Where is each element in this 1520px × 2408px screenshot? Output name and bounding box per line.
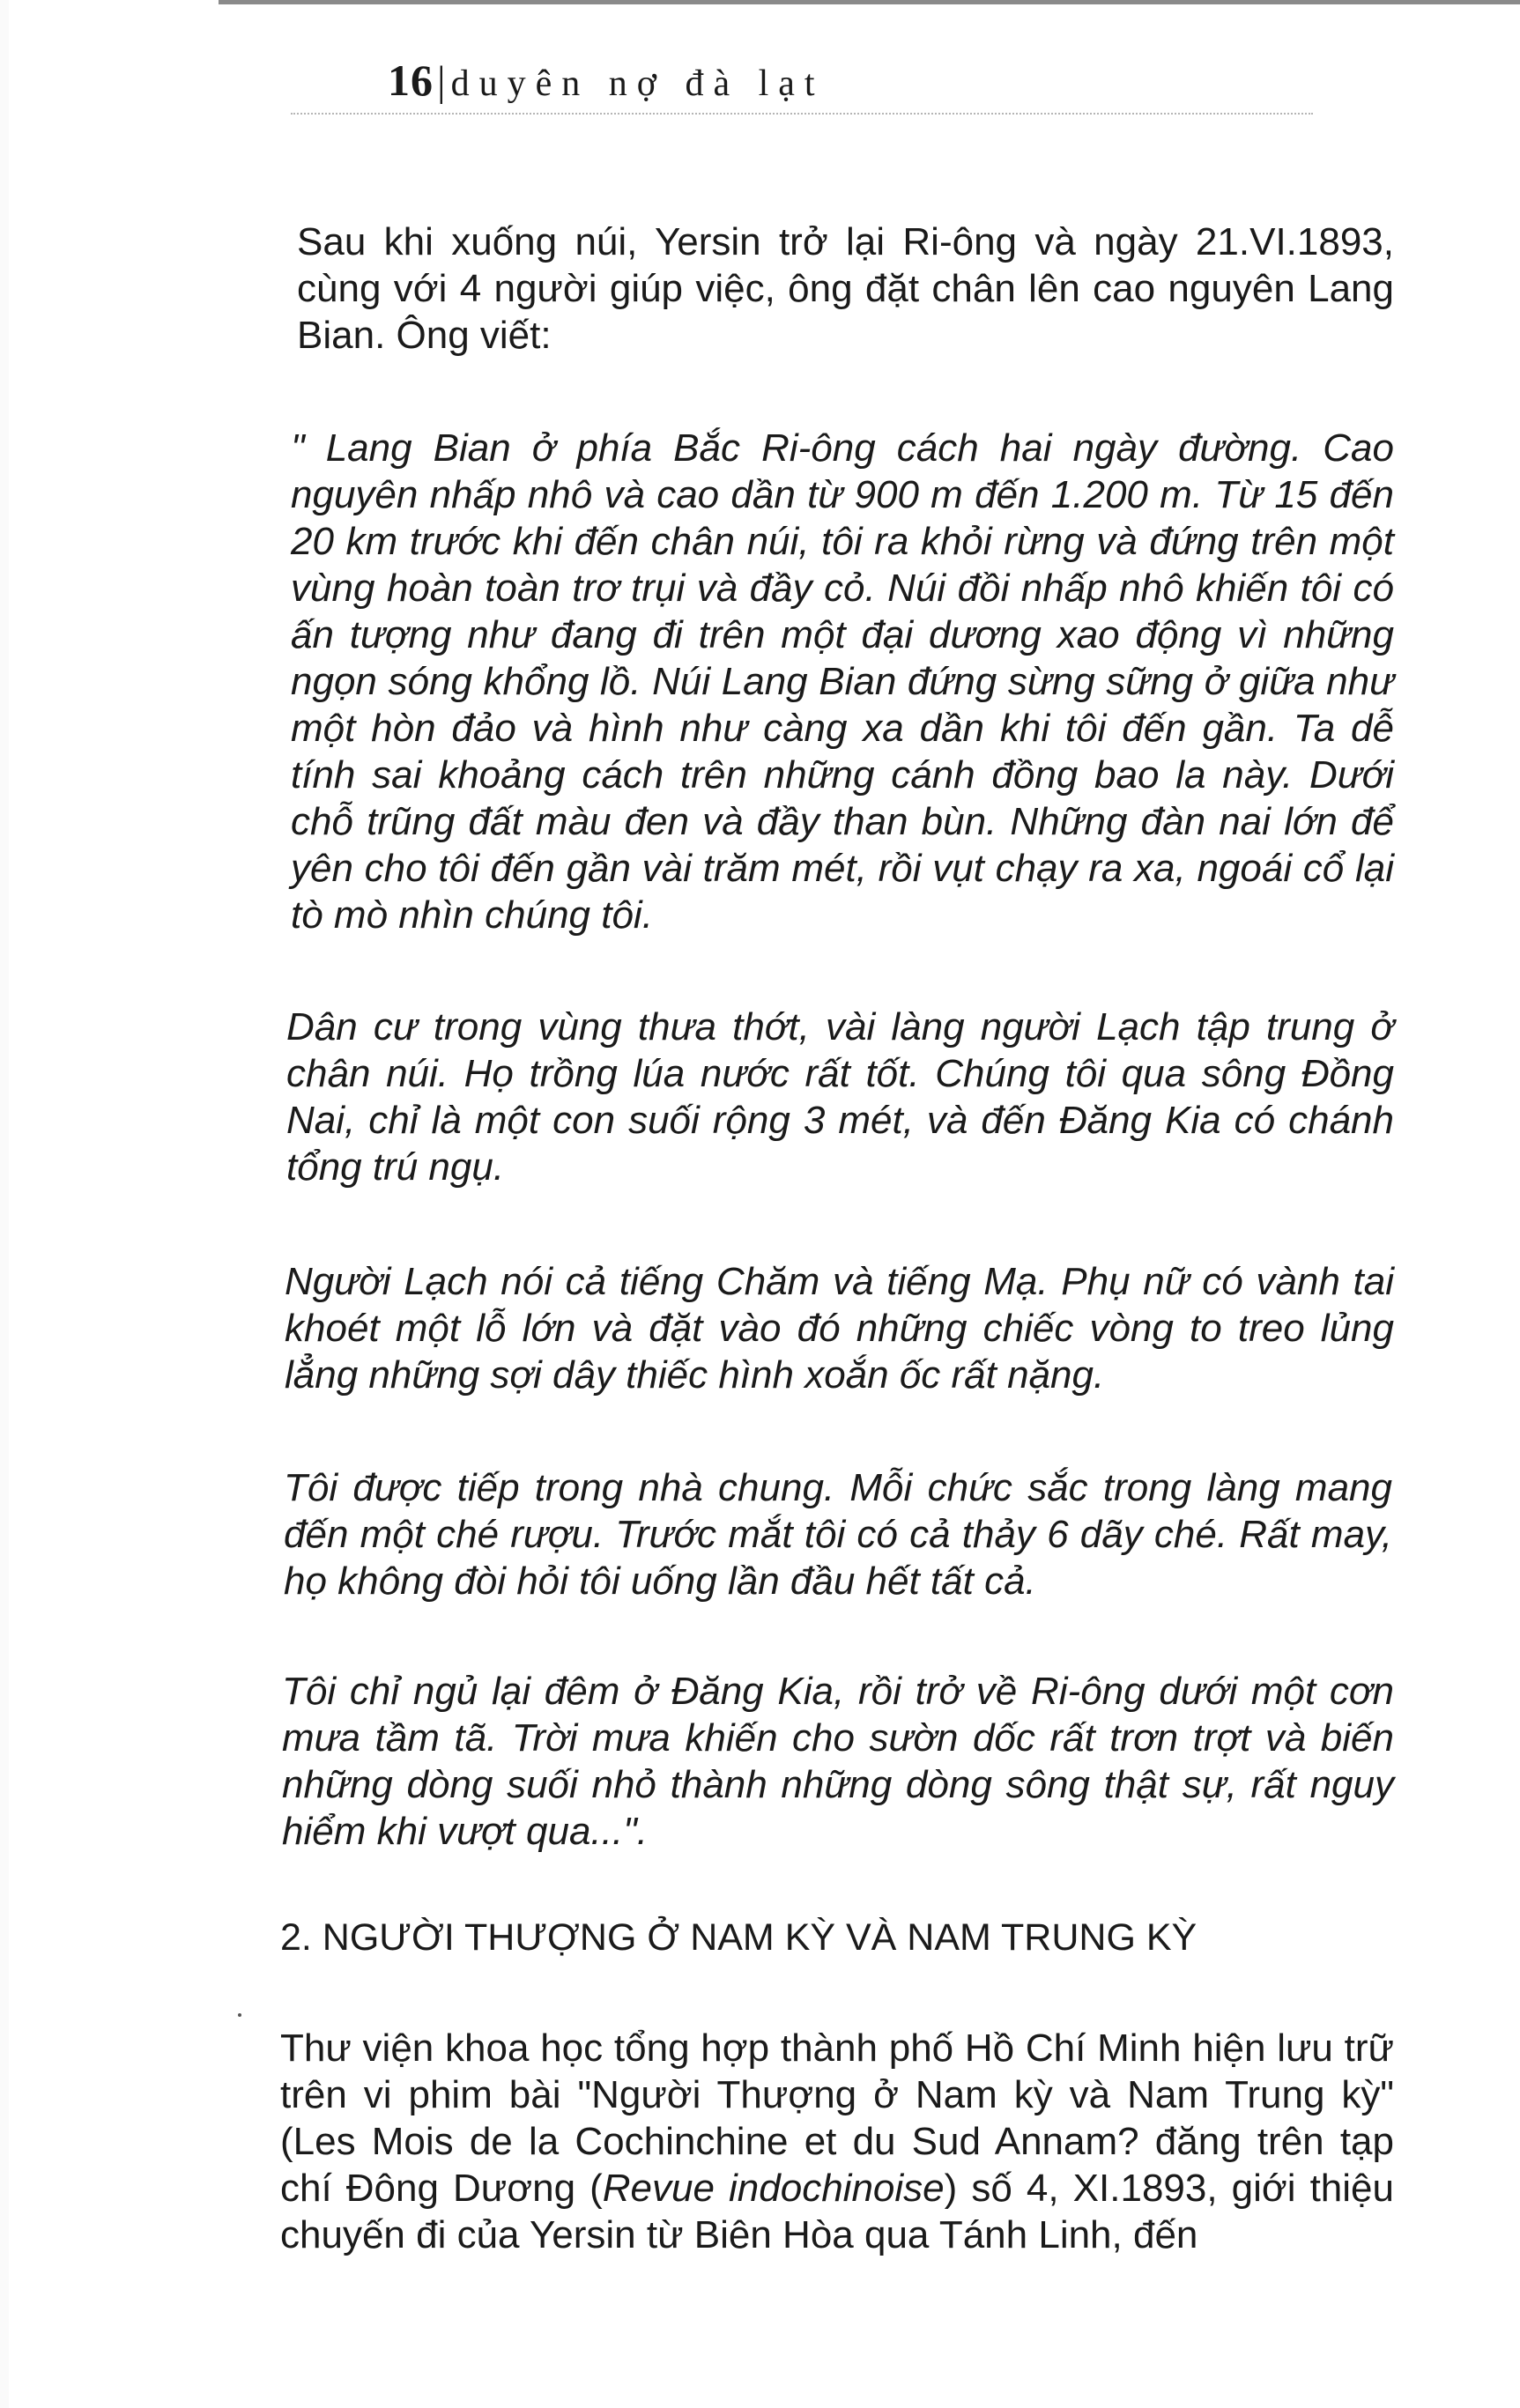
journal-title: Revue indochinoise bbox=[602, 2167, 945, 2210]
quote-paragraph-1: " Lang Bian ở phía Bắc Ri-ông cách hai ngày đường. Cao nguyên nhấp nhô và cao dần từ 900 m đến 1.200 m. Từ 15 đến 20 km trước khi đến chân núi, tôi ra khỏi rừng và đứng trên một vùng hoàn toàn trơ trụi và đầy cỏ. Núi đồi nhấp nhô khiến tôi có ấn tượng như đang đi trên một đại dương xao động vì những ngọn sóng khổng lồ. Núi Lang Bian đứng sừng sững ở giữa như một hòn đảo và hình như càng xa dần khi tôi đến gần. Ta dễ tính sai khoảng cách trên những cánh đồng bao la này. Dưới chỗ trũng đất màu đen và đầy than bùn. Những đàn nai lớn để yên cho tôi đến gần vài trăm mét, rồi vụt chạy ra xa, ngoái cổ lại tò mò nhìn chúng tôi. bbox=[291, 426, 1394, 937]
header-rule bbox=[291, 113, 1313, 115]
section-paragraph-part-2: ) số 4, XI.1893, giới thiệu chuyến đi của Yersin từ Biên Hòa qua Tánh Linh, đến bbox=[280, 2167, 1394, 2256]
top-border-line bbox=[219, 0, 1520, 4]
book-title: duyên nợ đà lạt bbox=[450, 63, 825, 104]
intro-paragraph: Sau khi xuống núi, Yersin trở lại Ri-ông và ngày 21.VI.1893, cùng với 4 người giúp việc, ông đặt chân lên cao nguyên Lang Bian. Ông viết: bbox=[297, 220, 1394, 357]
page-number: 16 bbox=[388, 56, 434, 105]
quote-paragraph-4: Tôi được tiếp trong nhà chung. Mỗi chức sắc trong làng mang đến một ché rượu. Trước mắt tôi có cả thảy 6 dãy ché. Rất may, họ không đòi hỏi tôi uống lần đầu hết tất cả. bbox=[284, 1466, 1392, 1603]
section-paragraph bbox=[280, 2025, 1394, 2258]
scan-speck bbox=[238, 2013, 241, 2017]
quote-paragraph-3: Người Lạch nói cả tiếng Chăm và tiếng Mạ. Phụ nữ có vành tai khoét một lỗ lớn và đặt vào đó những chiếc vòng to treo lủng lẳng những sợi dây thiếc hình xoắn ốc rất nặng. bbox=[285, 1260, 1394, 1397]
quote-paragraph-5: Tôi chỉ ngủ lại đêm ở Đăng Kia, rồi trở về Ri-ông dưới một cơn mưa tầm tã. Trời mưa khiến cho sườn dốc rất trơn trợt và biến những dòng suối nhỏ thành những dòng sông thật sự, rất nguy hiểm khi vượt qua...". bbox=[282, 1670, 1394, 1853]
section-paragraph-part-1: Thư viện khoa học tổng hợp thành phố Hồ Chí Minh hiện lưu trữ trên vi phim bài "Người Thượng ở Nam kỳ và Nam Trung kỳ" (Les Mois de la Cochinchine et du Sud Annam? đăng trên tạp chí Đông Dương ( bbox=[280, 2026, 1394, 2210]
section-heading: 2. NGƯỜI THƯỢNG Ở NAM KỲ VÀ NAM TRUNG KỲ bbox=[280, 1916, 1197, 1959]
page-edge bbox=[0, 0, 9, 2408]
header-separator: | bbox=[437, 58, 446, 105]
running-header bbox=[388, 55, 825, 106]
quote-paragraph-2: Dân cư trong vùng thưa thớt, vài làng người Lạch tập trung ở chân núi. Họ trồng lúa nước rất tốt. Chúng tôi qua sông Đồng Nai, chỉ là một con suối rộng 3 mét, và đến Đăng Kia có chánh tổng trú ngụ. bbox=[286, 1005, 1394, 1189]
